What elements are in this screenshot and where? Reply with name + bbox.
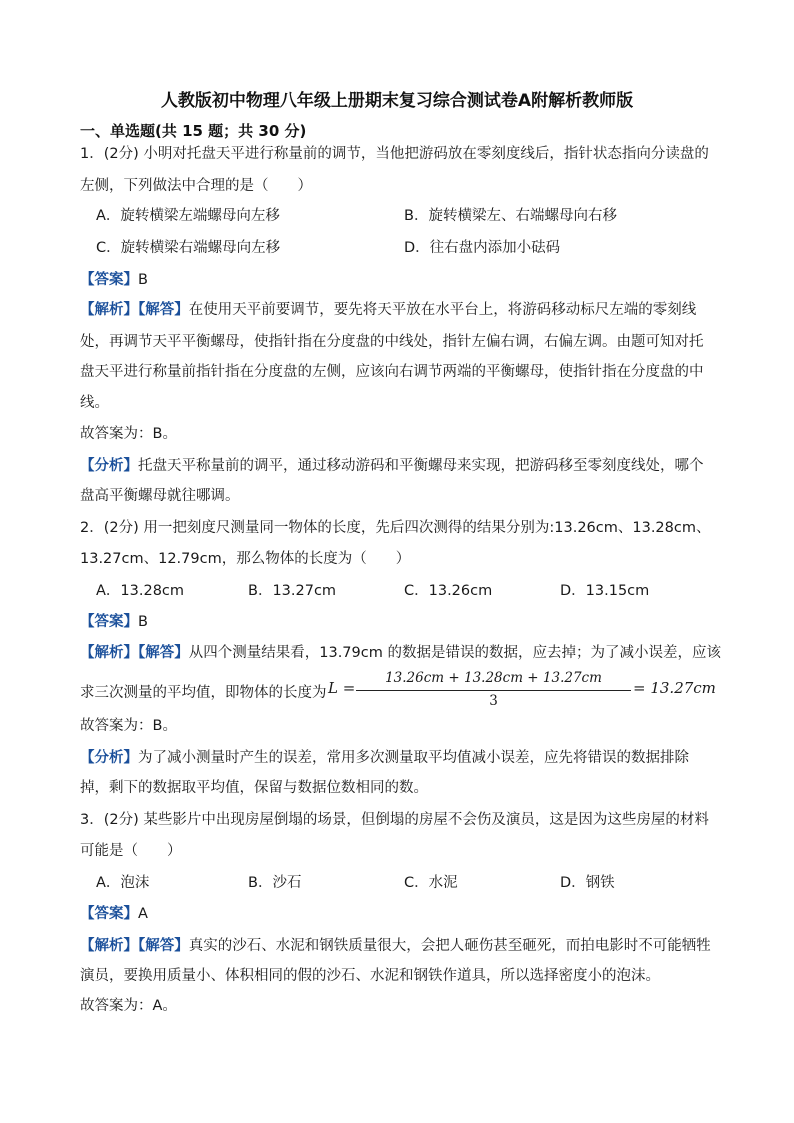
q2-fenxi-line1	[80, 748, 689, 768]
q1-option-b: B．旋转横梁左、右端螺母向右移	[404, 208, 617, 224]
q1-option-a: A．旋转横梁左端螺母向左移	[96, 208, 280, 224]
q3-stem-line2: 可能是（ ）	[80, 843, 182, 859]
q3-stem-line1: 3．(2分) 某些影片中出现房屋倒塌的场景，但倒塌的房屋不会伤及演员，这是因为这些房屋的材料	[80, 812, 709, 828]
q3-answer-value: A	[138, 906, 148, 922]
q2-stem-line2: 13.27cm、12.79cm，那么物体的长度为（ ）	[80, 551, 411, 567]
q3-conclusion: 故答案为：A。	[80, 998, 177, 1014]
q1-answer	[80, 270, 148, 290]
section-heading: 一、单选题(共 15 题；共 30 分)	[80, 122, 307, 140]
q2-answer	[80, 612, 148, 632]
fenxi-tag: 【分析】	[80, 458, 138, 474]
q2-option-a: A．13.28cm	[96, 583, 185, 599]
q2-conclusion: 故答案为：B。	[80, 718, 177, 734]
formula-fraction	[356, 670, 631, 709]
q2-option-c: C．13.26cm	[404, 583, 493, 599]
q1-option-d: D．往右盘内添加小砝码	[404, 240, 561, 256]
q1-stem-line1: 1．(2分) 小明对托盘天平进行称量前的调节，当他把游码放在零刻度线后，指针状态指向分读盘的	[80, 146, 709, 162]
q1-answer-value: B	[138, 272, 148, 288]
analysis-tag: 【解析】【解答】	[80, 938, 189, 954]
q2-analysis-text: 从四个测量结果看，13.79cm 的数据是错误的数据，应去掉；为了减小误差，应该	[188, 645, 721, 661]
q1-option-c: C．旋转横梁右端螺母向左移	[96, 240, 281, 256]
fraction-bar	[356, 690, 631, 691]
analysis-tag: 【解析】【解答】	[80, 302, 189, 318]
q2-option-b: B．13.27cm	[248, 583, 337, 599]
answer-tag: 【答案】	[80, 272, 138, 288]
q2-stem-line1: 2．(2分) 用一把刻度尺测量同一物体的长度，先后四次测得的结果分别为:13.26cm、13.28cm、	[80, 520, 711, 536]
q1-analysis-line1	[80, 300, 696, 320]
q1-fenxi-text: 托盘天平称量前的调平，通过移动游码和平衡螺母来实现，把游码移至零刻度线处，哪个	[138, 458, 704, 474]
q2-analysis-line1	[80, 643, 721, 663]
q2-fenxi-line2: 掉，剩下的数据取平均值，保留与数据位数相同的数。	[80, 780, 428, 796]
q1-analysis-line2: 处，再调节天平平衡螺母，使指针指在分度盘的中线处，指针左偏右调，右偏左调。由题可知对托	[80, 334, 704, 350]
analysis-tag: 【解析】【解答】	[80, 645, 189, 661]
q3-option-d: D．钢铁	[560, 875, 615, 891]
q1-analysis-line3: 盘天平进行称量前指针指在分度盘的左侧，应该向右调节两端的平衡螺母，使指针指在分度盘的中	[80, 364, 704, 380]
formula-numerator: 13.26cm + 13.28cm + 13.27cm	[385, 670, 602, 686]
q1-fenxi-line2: 盘高平衡螺母就往哪调。	[80, 488, 240, 504]
formula-lhs: L =	[328, 679, 356, 697]
formula-rhs: = 13.27cm	[633, 679, 716, 697]
answer-tag: 【答案】	[80, 614, 138, 630]
document-title: 人教版初中物理八年级上册期末复习综合测试卷A附解析教师版	[160, 91, 634, 111]
q1-analysis-line4: 线。	[80, 395, 109, 411]
q1-fenxi-line1	[80, 456, 704, 476]
q3-option-a: A．泡沫	[96, 875, 150, 891]
fenxi-tag: 【分析】	[80, 750, 138, 766]
q3-option-c: C．水泥	[404, 875, 458, 891]
formula-denominator: 3	[489, 693, 498, 709]
q2-option-d: D．13.15cm	[560, 583, 650, 599]
q2-formula-text: 求三次测量的平均值，即物体的长度为	[80, 685, 327, 701]
answer-tag: 【答案】	[80, 906, 138, 922]
q1-analysis-text: 在使用天平前要调节，要先将天平放在水平台上，将游码移动标尺左端的零刻线	[188, 302, 697, 318]
q3-analysis-text: 真实的沙石、水泥和钢铁质量很大，会把人砸伤甚至砸死，而拍电影时不可能牺牲	[188, 938, 711, 954]
q2-answer-value: B	[138, 614, 148, 630]
q1-conclusion: 故答案为：B。	[80, 426, 177, 442]
q3-option-b: B．沙石	[248, 875, 302, 891]
q3-analysis-line2: 演员，要换用质量小、体积相同的假的沙石、水泥和钢铁作道具，所以选择密度小的泡沫。	[80, 968, 660, 984]
q2-fenxi-text: 为了减小测量时产生的误差，常用多次测量取平均值减小误差，应先将错误的数据排除	[138, 750, 689, 766]
q3-analysis-line1	[80, 936, 711, 956]
q3-answer	[80, 904, 148, 924]
q1-stem-line2: 左侧，下列做法中合理的是（ ）	[80, 178, 312, 194]
